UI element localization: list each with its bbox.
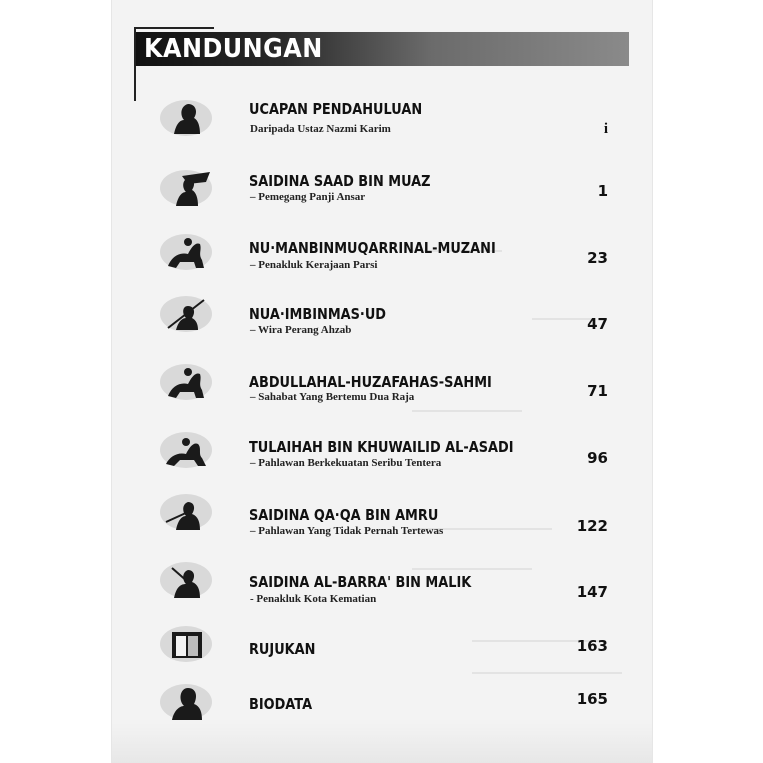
entry-subtitle: – Pemegang Panji Ansar [250,191,366,203]
entry-title: ABDULLAHAL-HUZAFAHAS-SAHMI [249,373,492,391]
entry-subtitle: – Sahabat Yang Bertemu Dua Raja [250,391,415,403]
warrior-with-banner-icon [158,168,214,208]
entry-title: UCAPAN PENDAHULUAN [249,100,423,118]
page-title: KANDUNGAN [144,34,323,64]
toc-entry [112,166,652,226]
entry-page-number: 47 [587,315,608,333]
entry-page-number: 23 [587,249,608,267]
entry-title: SAIDINA QA·QA BIN AMRU [249,506,439,524]
entry-page-number: 122 [576,517,608,535]
horseman-icon [158,430,214,470]
toc-entry [112,232,652,292]
book-icon [158,624,214,664]
entry-page-number: 96 [587,449,608,467]
entry-subtitle: – Penakluk Kerajaan Parsi [250,259,378,271]
book-page [112,0,652,763]
toc-entry [112,98,652,158]
entry-page-number: 147 [576,583,608,601]
page-shadow [112,723,652,763]
entry-page-number: 165 [576,690,608,708]
entry-subtitle: – Wira Perang Ahzab [250,324,352,336]
entry-title: SAIDINA SAAD BIN MUAZ [249,172,431,190]
entry-subtitle: - Penakluk Kota Kematian [250,593,377,605]
entry-title: SAIDINA AL-BARRA' BIN MALIK [249,573,472,591]
entry-subtitle: – Pahlawan Berkekuatan Seribu Tentera [250,457,442,469]
entry-title: NU·MANBINMUQARRINAL-MUZANI [249,239,496,257]
toc-entry [112,500,652,560]
warrior-with-spear-icon [158,294,214,334]
toc-entry [112,628,652,688]
entry-subtitle: Daripada Ustaz Nazmi Karim [250,123,391,135]
horseman-icon [158,362,214,402]
toc-entry [112,298,652,358]
silhouette-head-icon [158,98,214,138]
toc-entry [112,432,652,492]
silhouette-head-icon [158,682,214,722]
entry-title: NUA·IMBINMAS·UD [249,305,387,323]
warrior-with-sword-icon [158,492,214,532]
entry-page-number: 71 [587,382,608,400]
toc-entry [112,366,652,426]
warrior-with-sword-icon [158,560,214,600]
horseman-icon [158,232,214,272]
entry-page-number: i [603,121,608,137]
entry-title: TULAIHAH BIN KHUWAILID AL-ASADI [249,438,514,456]
entry-page-number: 1 [597,182,608,200]
toc-entry [112,566,652,626]
entry-subtitle: – Pahlawan Yang Tidak Pernah Tertewas [250,525,444,537]
header-bar [136,32,629,66]
entry-page-number: 163 [576,637,608,655]
entry-title: RUJUKAN [249,640,316,658]
entry-title: BIODATA [249,695,313,713]
